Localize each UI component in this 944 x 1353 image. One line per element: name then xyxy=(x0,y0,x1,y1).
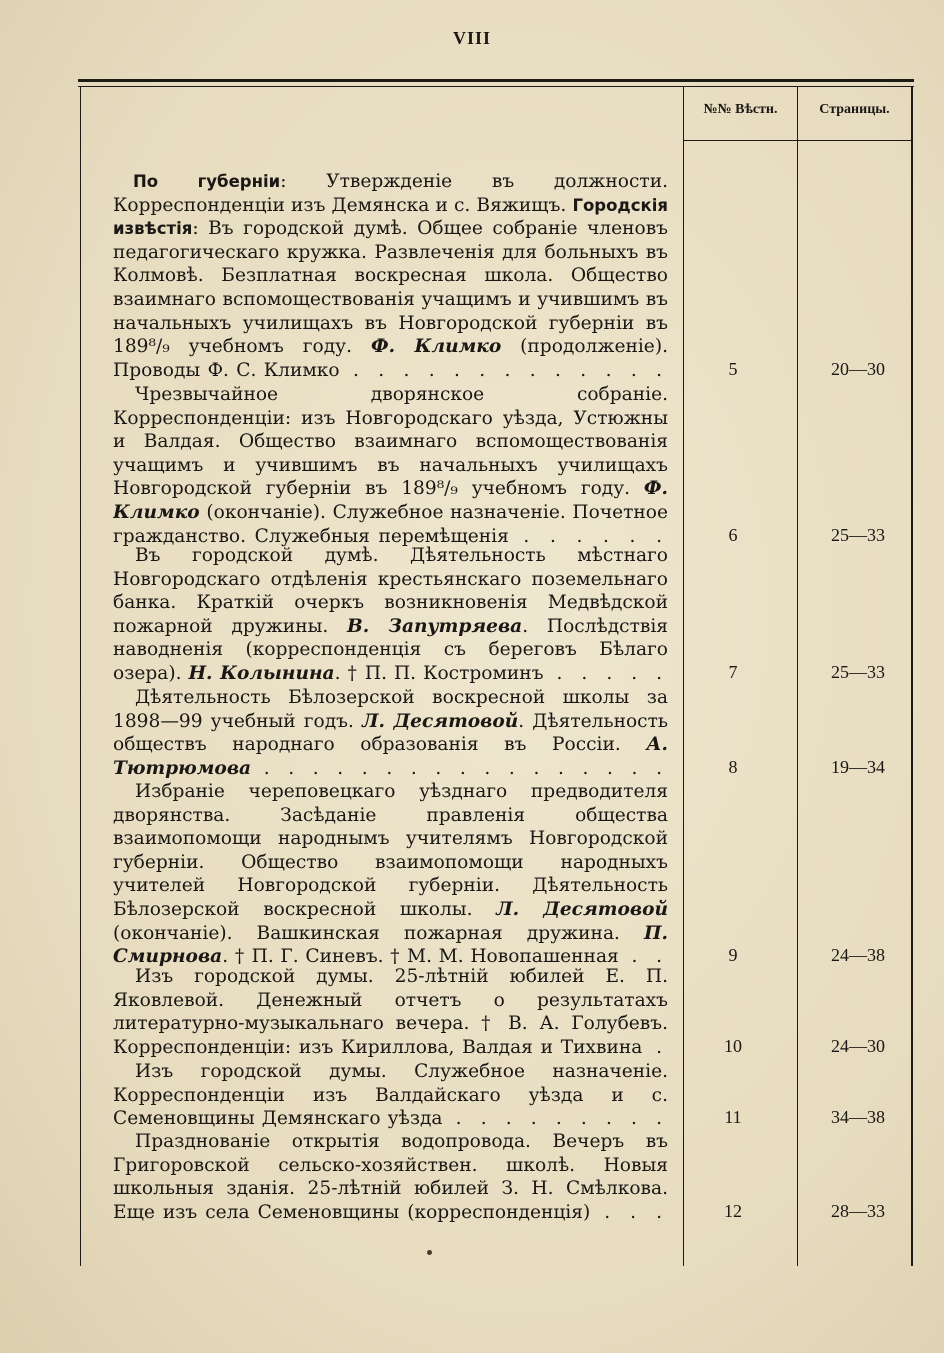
toc-entry-segment: . Послѣдствія наводненія (корреспонденція съ береговъ Бѣлаго озера). xyxy=(113,615,668,684)
toc-entry-segment: . † П. Г. Синевъ. † М. М. Новопашенная xyxy=(222,946,619,968)
toc-entry xyxy=(113,965,885,1059)
page-range: 28—33 xyxy=(831,1200,885,1221)
toc-entry-segment: . † П. П. Костроминъ xyxy=(334,662,544,684)
toc-entry-segment: (окончаніе). Вашкинская пожарная дружина. xyxy=(113,922,644,944)
page-range: 34—38 xyxy=(831,1107,885,1128)
ink-spot xyxy=(427,1250,432,1255)
page-range: 24—30 xyxy=(831,1035,885,1056)
toc-entry-segment: Л. Десятовой xyxy=(362,710,519,732)
leader-dots: . . . . . . . . . . . . . xyxy=(352,359,668,381)
toc-entry-segment: Чрезвычайное дворянское собраніе. Корреспонденціи: изъ Новгородскаго уѣзда, Устюжны и Валдая. Общество взаимнаго вспомоществованія учащимъ и учившимъ въ начальныхъ училищахъ Новгородской губерніи въ 189⁸/₉ учебномъ году. xyxy=(113,384,668,500)
page-range: 19—34 xyxy=(831,756,885,777)
toc-entry-segment: По губерніи xyxy=(133,172,281,191)
toc-entry-segment: : Утвержденіе въ должности. Корреспонденціи изъ Демянска и с. Вяжищъ. xyxy=(113,171,668,216)
toc-entry-text xyxy=(113,965,668,1059)
leader-dots: . . . . . . . . . xyxy=(455,1108,668,1130)
toc-entry-segment: Л. Десятовой xyxy=(496,898,668,920)
toc-entry-segment: Н. Колынина xyxy=(188,662,335,684)
page-range: 25—33 xyxy=(831,524,885,545)
toc-entry-text xyxy=(113,170,668,382)
toc-entry-segment: П. Смирнова xyxy=(113,922,668,968)
page-range: 25—33 xyxy=(831,662,885,682)
top-double-rule-thin xyxy=(78,86,914,87)
page-range: 24—38 xyxy=(831,945,885,966)
toc-entry xyxy=(113,1060,885,1131)
toc-entry-segment: . Дѣятельность обществъ народнаго образованія въ Россіи. xyxy=(113,710,668,756)
issue-number: 5 xyxy=(728,358,738,379)
toc-entry-segment: (окончаніе). Служебное назначеніе. Почетное гражданство. Служебныя перемѣщенія xyxy=(113,501,668,547)
toc-entry-text xyxy=(113,780,668,969)
toc-entry-text xyxy=(113,1130,668,1224)
pages-column-header: Страницы. xyxy=(819,102,890,117)
toc-entry xyxy=(113,544,885,686)
toc-entry-segment: Городскія извѣстія xyxy=(113,195,668,239)
toc-entry-segment: Празднованіе открытія водопровода. Вечеръ въ Григоровской сельско-хозяйствен. школѣ. Новыя школьныя зданія. 25-лѣтній юбилей З. Н. Смѣлкова. Еще изъ села Семеновщины (корреспонденція) xyxy=(113,1131,668,1223)
toc-entry-segment: : Въ городской думѣ. Общее собраніе членовъ педагогическаго кружка. Развлеченія для больныхъ въ Колмовѣ. Безплатная воскресная школа. Общество взаимнаго вспомоществованія учащимъ и учившимъ въ начальныхъ училищахъ въ Новгородской губерніи въ 189⁸/₉ учебномъ году. xyxy=(113,218,668,358)
toc-entry xyxy=(113,686,885,780)
issue-number: 6 xyxy=(728,524,738,545)
leader-dots: . . xyxy=(631,946,668,968)
toc-entry-segment: Изъ городской думы. Служебное назначеніе. Корреспонденціи изъ Валдайскаго уѣзда и с. Семеновщины Демянскаго уѣзда xyxy=(113,1061,668,1130)
issue-number: 10 xyxy=(724,1035,742,1056)
toc-entry-segment: А. Тютрюмова xyxy=(113,734,668,779)
header-underline xyxy=(683,140,913,141)
toc-entry-segment: Въ городской думѣ. Дѣятельность мѣстнаго Новгородскаго отдѣленія крестьянскаго поземельнаго банка. Краткій очеркъ возникновенія Медвѣдской пожарной дружины. xyxy=(113,545,668,637)
toc-entry-segment: (продолженіе). Проводы Ф. С. Климко xyxy=(113,336,668,381)
issue-number: 8 xyxy=(728,756,738,777)
toc-entry xyxy=(113,383,885,548)
toc-entry-text xyxy=(113,544,668,686)
leader-dots: . . . . . . . . . . . . . . . . . xyxy=(263,757,668,779)
toc-entry-segment: Ф. Климко xyxy=(113,478,668,523)
toc-entry-segment: Избраніе череповецкаго уѣзднаго предводителя дворянства. Засѣданіе правленія общества взаимопомощи народнымъ учителямъ Новгородской губерніи. Общество взаимопомощи народныхъ учителей Новгородской губерніи. Дѣятельность Бѣлозерской воскресной школы. xyxy=(113,781,668,920)
toc-entry-segment: Ф. Климко xyxy=(370,336,502,358)
issue-number: 7 xyxy=(728,662,738,682)
issue-number: 9 xyxy=(728,945,738,966)
top-double-rule xyxy=(78,79,914,82)
toc-entry-text xyxy=(113,1060,668,1131)
page-number: VIII xyxy=(452,28,491,48)
toc-entry xyxy=(113,780,885,969)
toc-entry-segment: Изъ городской думы. 25-лѣтній юбилей Е. П. Яковлевой. Денежный отчетъ о результатахъ литературно-музыкальнаго вечера. † В. А. Голубевъ. Корреспонденціи: изъ Кириллова, Валдая и Тихвина xyxy=(113,966,668,1058)
leader-dots: . . . xyxy=(604,1201,668,1223)
toc-entry-text xyxy=(113,383,668,548)
issue-number: 12 xyxy=(724,1200,742,1221)
toc-entry-segment: В. Запутряева xyxy=(347,615,523,637)
leader-dots: . . . . . xyxy=(556,662,668,684)
toc-entry-segment: Дѣятельность Бѣлозерской воскресной школы за 1898—99 учебный годъ. xyxy=(113,687,668,732)
leader-dots: . . . . . . xyxy=(523,525,668,547)
leader-dots: . xyxy=(656,1036,668,1058)
column-divider-pages xyxy=(797,86,798,1266)
toc-entry-text xyxy=(113,686,668,780)
issue-column-header: №№ Вѣстн. xyxy=(703,102,778,117)
issue-number: 11 xyxy=(724,1107,742,1128)
toc-entry xyxy=(113,1130,885,1224)
left-border-line xyxy=(80,86,81,1266)
toc-entry xyxy=(113,170,885,382)
page-range: 20—30 xyxy=(831,358,885,379)
column-divider-issue xyxy=(683,86,684,1266)
